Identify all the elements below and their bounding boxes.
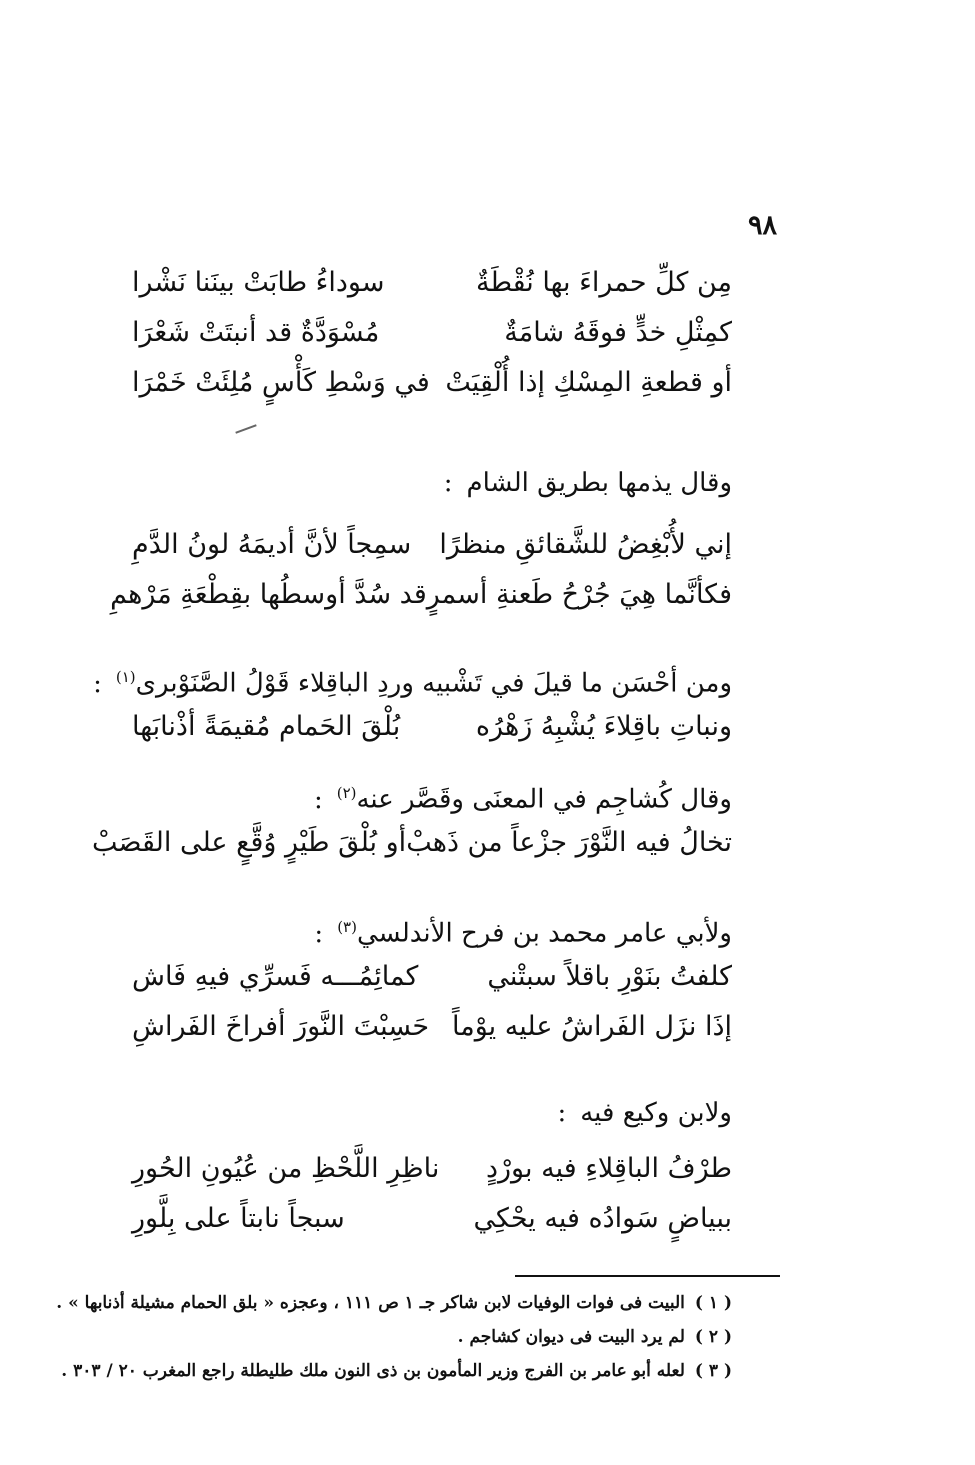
second-hemistich: بُلْقَ الحَمام مُقيمَةً أذْنابَها (132, 711, 401, 742)
second-hemistich: كمائِمُـــه فَسرِّي فيهِ فَاش (132, 961, 419, 992)
verse-line (110, 570, 732, 620)
footnote-2 (92, 1320, 732, 1354)
verse-line (92, 818, 732, 868)
stray-ink-mark (235, 424, 256, 433)
second-hemistich: سوداءُ طابَتْ بينَنا نَشْرا (132, 267, 385, 298)
first-hemistich: ونباتِ باقِلاءَ يُشْبِهُ زَهْرُه (475, 711, 732, 742)
footnote-number: ( ٢ ) (694, 1327, 732, 1347)
first-hemistich: كمِثْلِ خدٍّ فوقَهُ شامَةٌ (504, 317, 732, 348)
footnote-text: البيت فى فوات الوفيات لابن شاكر جـ ١ ص ١١١ ، وعجزه « بلق الحمام مشيلة أذنابها » . (56, 1293, 685, 1313)
verse-line (132, 520, 732, 570)
footnotes (56, 1286, 732, 1388)
first-hemistich: كلفتُ بنَوْرِ باقلاً سبتْني (487, 961, 732, 992)
colon: : (443, 468, 453, 498)
intro-line (132, 1088, 732, 1138)
intro-text: وقال يذمها بطريق الشام (466, 468, 732, 498)
footnote-ref: (٣) (337, 918, 357, 936)
poem-block-3 (93, 652, 732, 752)
footnote-number: ( ٣ ) (694, 1361, 732, 1381)
verse-line (132, 1144, 732, 1194)
footnote-3 (61, 1354, 732, 1388)
intro-text: ولأبي عامر محمد بن فرح الأندلسي (356, 918, 732, 949)
first-hemistich: مِن كلِّ حمراءَ بها نُقْطَةٌ (475, 267, 732, 298)
verse-line (132, 1194, 732, 1244)
intro-line (132, 902, 732, 952)
first-hemistich: أو قطعةِ المِسْكِ إذا أُلْقِيَتْ (445, 367, 732, 398)
second-hemistich: في وَسْطِ كَأْسٍ مُلِئَتْ خَمْرَا (132, 367, 430, 398)
second-hemistich: حَسِبْتَ النَّورَ أفراخَ الفَراشِ (132, 1011, 430, 1042)
first-hemistich: تخالُ فيه النَّوْرَ جزْعاً من ذَهبْ (406, 827, 732, 858)
footnote-text: لعله أبو عامر بن الفرج وزير المأمون بن ذى النون ملك طليطلة راجع المغرب ٢٠ / ٣٠٣ . (61, 1361, 685, 1381)
poem-block-6 (132, 1088, 732, 1244)
verse-line (132, 1002, 732, 1052)
first-hemistich: ببياضٍ سَوادُه فيه يحْكِي (473, 1203, 732, 1234)
verse-line (132, 358, 732, 408)
second-hemistich: أو بُلْقَ طَيْرٍ وُقَّعٍ على القَصَبْ (92, 827, 407, 858)
verse-line (132, 258, 732, 308)
first-hemistich: فكأنَّما هِيَ جُرْحُ طَعنةِ أسمرٍ (426, 579, 732, 610)
verse-line (132, 702, 732, 752)
verse-line (132, 308, 732, 358)
colon: : (557, 1098, 567, 1128)
intro-text: ومن أحْسَن ما قيلَ في تَشْبيه وردِ الباقِلاء قَوْلُ الصَّنَوْبرى (135, 668, 732, 699)
footnote-text: لم يرد البيت فى ديوان كشاجم . (457, 1327, 685, 1347)
second-hemistich: مُسْوَدَّةٌ قد أنبتَتْ شَعْرَا (132, 317, 380, 348)
intro-line (132, 458, 732, 508)
footnote-separator (515, 1275, 780, 1277)
colon: : (93, 668, 102, 699)
intro-text: ولابن وكيع فيه (580, 1098, 732, 1128)
first-hemistich: طرْفُ الباقِلاءِ فيه بورْدٍ (486, 1153, 732, 1184)
first-hemistich: إني لأُبْغِضُ للشَّقائقِ منظرًا (439, 529, 732, 560)
footnote-number: ( ١ ) (694, 1293, 732, 1313)
second-hemistich: قد سُدَّ أوسطُها بقِطْعَةِ مَرْهمِ (110, 579, 427, 610)
footnote-1 (56, 1286, 732, 1320)
verse-line (132, 952, 732, 1002)
intro-line (132, 768, 732, 818)
footnote-ref: (١) (115, 668, 136, 686)
poem-block-1 (132, 258, 732, 408)
intro-line (93, 652, 732, 702)
poem-block-5 (132, 902, 732, 1052)
second-hemistich: ناظِرِ اللَّحْظِ من عُيُونِ الحُورِ (132, 1153, 440, 1184)
colon: : (314, 918, 324, 949)
colon: : (313, 784, 323, 815)
first-hemistich: إذَا نزَل الفَراشُ عليه يوْماً (452, 1011, 732, 1042)
footnote-ref: (٢) (336, 784, 357, 802)
intro-text: وقال كُشاجِم في المعنَى وقَصَّر عنه (356, 784, 732, 815)
second-hemistich: سمِجاً لأنَّ أديمَهُ لونُ الدَّمِ (132, 529, 412, 560)
poem-block-2 (110, 458, 732, 620)
poem-block-4 (92, 768, 732, 868)
page-number: ٩٨ (747, 210, 777, 241)
second-hemistich: سبجاً نابتاً على بِلَّورِ (132, 1203, 345, 1234)
